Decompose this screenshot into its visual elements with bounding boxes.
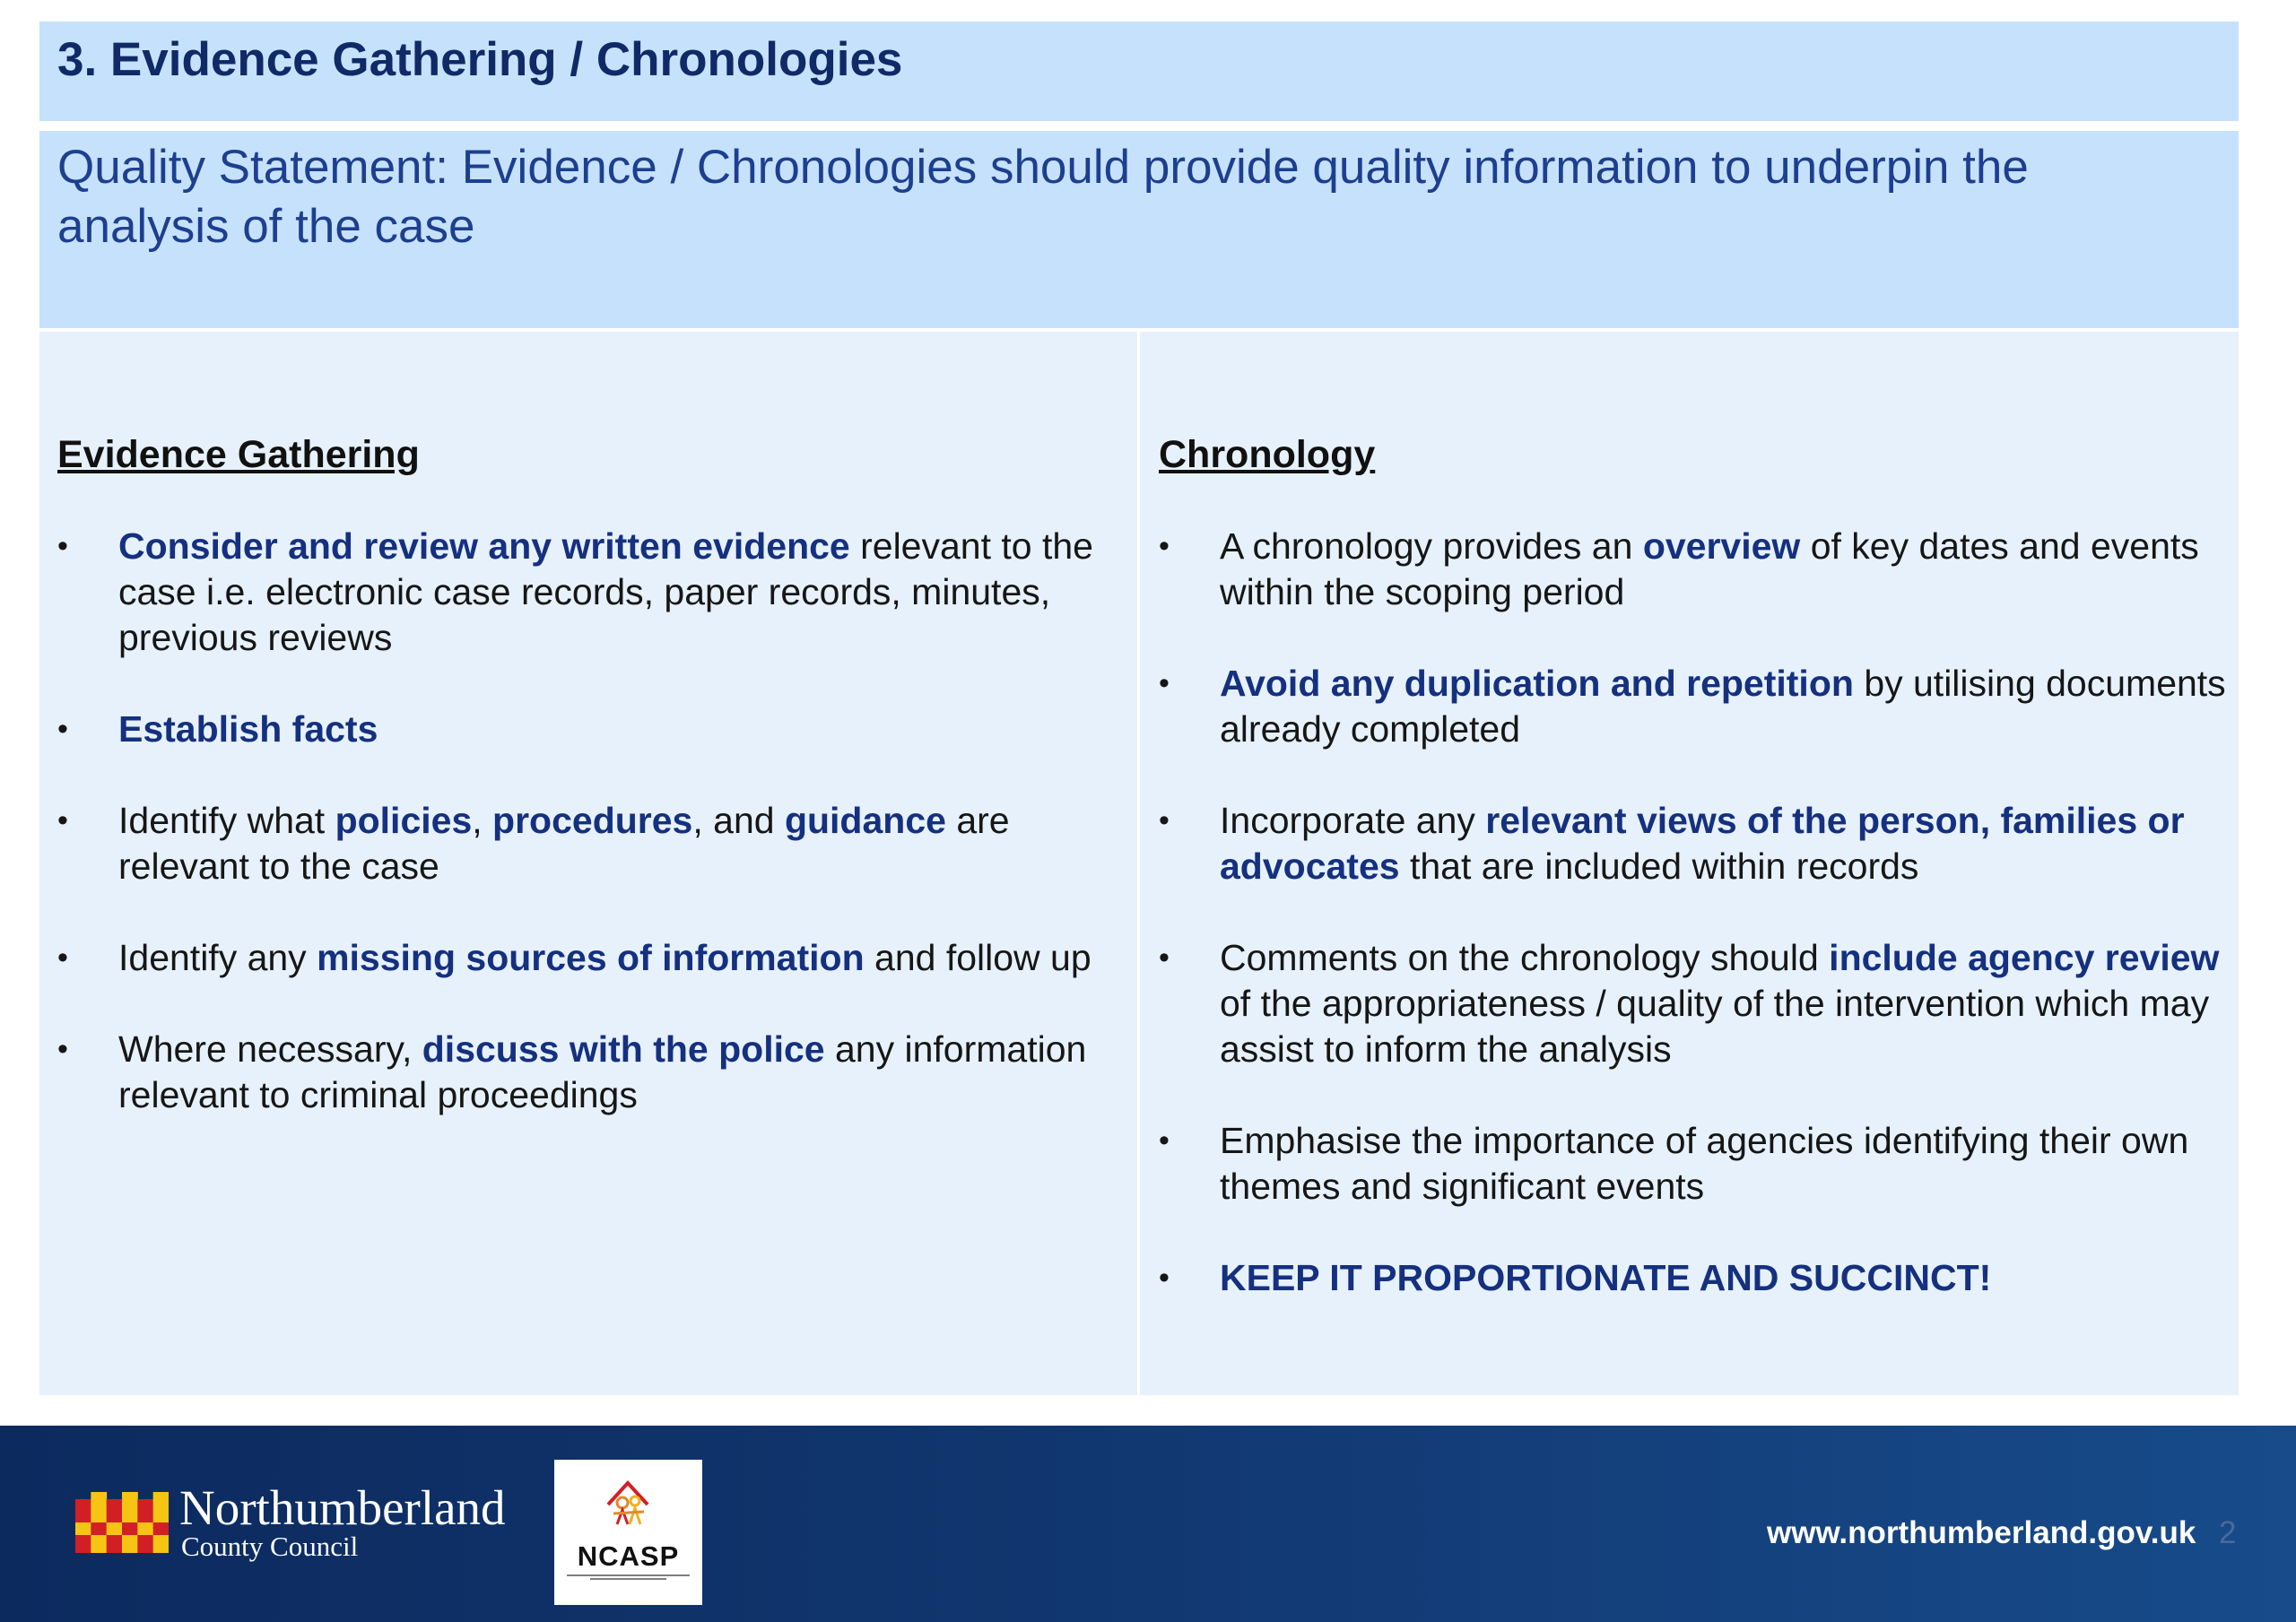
body-text: of the appropriateness / quality of the intervention which may assist to inform the analysis (1220, 983, 2210, 1070)
bullet-item (57, 798, 1125, 889)
quality-statement-box (39, 131, 2239, 328)
bullet-item (1159, 661, 2226, 752)
bullet-icon: • (57, 803, 68, 837)
page-number: 2 (2219, 1515, 2237, 1550)
body-text: , and (692, 800, 785, 841)
ncasp-tagline-graphic (563, 1573, 693, 1582)
evidence-gathering-column (57, 432, 1125, 1164)
bullet-icon: • (1159, 1261, 1170, 1295)
northumberland-flag-icon (75, 1492, 169, 1553)
highlight-text: guidance (784, 800, 946, 841)
highlight-text: relevant views of the person, families or advocates (1220, 800, 2185, 887)
bullet-item (57, 1027, 1125, 1118)
bullet-icon: • (1159, 529, 1170, 563)
bullet-icon: • (1159, 803, 1170, 837)
body-text: Emphasise the importance of agencies identifying their own themes and significant events (1220, 1120, 2189, 1207)
body-text: Incorporate any (1220, 800, 1486, 841)
body-text: Identify any (118, 937, 317, 978)
highlight-text: discuss with the police (422, 1028, 825, 1070)
column-divider (1137, 332, 1140, 1395)
chronology-heading: Chronology (1159, 433, 1376, 476)
ncasp-house-icon (554, 1460, 702, 1540)
bullet-item (1159, 524, 2226, 615)
highlight-text: missing sources of information (317, 937, 865, 978)
bullet-item (57, 935, 1125, 981)
bullet-icon: • (1159, 666, 1170, 700)
body-text: of key dates and events within the scoping period (1220, 525, 2199, 612)
northumberland-logo (75, 1481, 542, 1571)
bullet-icon: • (1159, 1123, 1170, 1158)
bullet-icon: • (57, 1032, 68, 1066)
highlight-text: Consider and review any written evidence (118, 525, 850, 567)
slide-header (39, 22, 2239, 121)
body-text: that are included within records (1399, 846, 1919, 887)
ncasp-logo-text: NCASP (577, 1540, 680, 1572)
website-link[interactable]: www.northumberland.gov.uk (1767, 1515, 2196, 1550)
bullet-icon: • (57, 941, 68, 975)
body-text: and follow up (864, 937, 1091, 978)
body-text: A chronology provides an (1220, 525, 1643, 567)
body-text: are relevant to the case (118, 800, 1010, 887)
highlight-text: overview (1642, 525, 1801, 567)
bullet-icon: • (1159, 941, 1170, 975)
highlight-text: procedures (492, 800, 693, 841)
chronology-column (1159, 432, 2226, 1347)
body-text: Where necessary, (118, 1028, 422, 1070)
bullet-item (1159, 798, 2226, 889)
council-name: Northumberland (179, 1480, 506, 1535)
evidence-gathering-list (57, 524, 1125, 1118)
chronology-list (1159, 524, 2226, 1301)
bullet-icon: • (57, 712, 68, 746)
highlight-text: include agency review (1829, 937, 2220, 978)
evidence-gathering-heading: Evidence Gathering (57, 433, 420, 476)
ncasp-logo (554, 1460, 702, 1605)
council-subtitle: County Council (181, 1531, 359, 1562)
bullet-item (1159, 935, 2226, 1072)
highlight-text: Avoid any duplication and repetition (1220, 663, 1854, 704)
body-text: Identify what (118, 800, 335, 841)
body-text: any information relevant to criminal proceedings (118, 1028, 1087, 1115)
bullet-icon: • (57, 529, 68, 563)
highlight-text: KEEP IT PROPORTIONATE AND SUCCINCT! (1220, 1257, 1992, 1298)
body-text: by utilising documents already completed (1220, 663, 2226, 750)
highlight-text: policies (335, 800, 473, 841)
footer (0, 1426, 2296, 1622)
highlight-text: Establish facts (118, 708, 378, 750)
body-text: , (472, 800, 493, 841)
bullet-item (1159, 1118, 2226, 1210)
body-text: relevant to the case i.e. electronic case records, paper records, minutes, previous reviews (118, 525, 1093, 658)
bullet-item (57, 707, 1125, 752)
content-area (39, 332, 2239, 1395)
quality-statement-text: Quality Statement: Evidence / Chronologies should provide quality information to underpin the analysis of the case (57, 141, 2029, 253)
body-text: Comments on the chronology should (1220, 937, 1830, 978)
bullet-item (1159, 1255, 2226, 1301)
slide-title: 3. Evidence Gathering / Chronologies (57, 33, 903, 86)
bullet-item (57, 524, 1125, 661)
